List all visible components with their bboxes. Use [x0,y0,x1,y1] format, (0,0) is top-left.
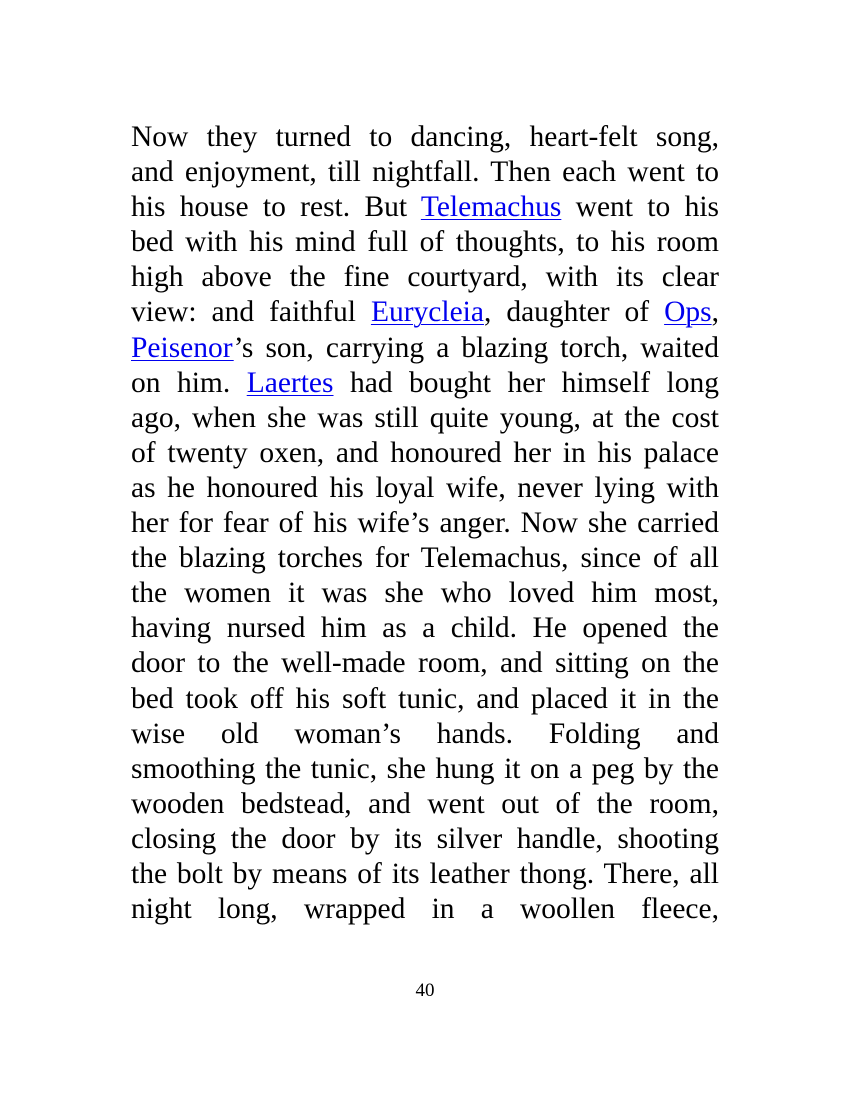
text-line [131,787,719,822]
text-line [131,331,719,366]
text-line [131,471,719,506]
text-line [131,401,719,436]
text-line [131,646,719,681]
text-segment: of twenty oxen, and honoured her in his palace [131,436,719,469]
text-segment: and enjoyment, till nightfall. Then each went to [131,156,719,189]
text-line [131,295,719,330]
text-line [131,155,719,190]
text-segment: as he honoured his loyal wife, never lying with [131,471,719,504]
text-segment: high above the fine courtyard, with its clear [131,261,719,294]
text-segment: her for fear of his wife’s anger. Now she carried [131,507,719,540]
text-segment: view: and faithful [131,296,371,329]
text-segment: door to the well-made room, and sitting on the [131,647,719,680]
text-segment: went to his [561,191,719,224]
text-segment: on him. [131,366,247,399]
text-line [131,611,719,646]
text-line [131,225,719,260]
text-line [131,717,719,752]
text-line [131,576,719,611]
text-line [131,120,719,155]
text-segment: his house to rest. But [131,191,421,224]
text-segment: bed took off his soft tunic, and placed it in the [131,682,719,715]
text-line [131,541,719,576]
text-segment: the bolt by means of its leather thong. There, all [131,857,719,890]
text-line [131,822,719,857]
text-segment: closing the door by its silver handle, shooting [131,822,719,855]
text-segment: , [711,296,720,329]
text-segment: ago, when she was still quite young, at the cost [131,401,719,434]
text-segment: bed with his mind full of thoughts, to his room [131,226,719,259]
link-ops[interactable]: Ops [664,296,712,329]
text-segment: the blazing torches for Telemachus, since of all [131,542,719,575]
link-peisenor[interactable]: Peisenor [131,331,234,364]
text-line [131,436,719,471]
text-segment: Now they turned to dancing, heart-felt song, [131,121,719,153]
link-eurycleia[interactable]: Eurycleia [370,296,484,329]
text-line [131,260,719,295]
text-segment: wise old woman’s hands. Folding and [131,717,719,750]
text-segment: having nursed him as a child. He opened the [131,612,719,645]
text-line [131,366,719,401]
text-segment: had bought her himself long [333,366,719,399]
text-line [131,506,719,541]
text-line [131,190,719,225]
text-segment: night long, wrapped in a woollen fleece, [131,893,719,926]
body-text [131,120,719,927]
text-line [131,857,719,892]
text-segment: wooden bedstead, and went out of the room, [131,787,719,820]
text-segment: the women it was she who loved him most, [131,577,719,610]
text-segment: , daughter of [483,296,665,329]
link-laertes[interactable]: Laertes [246,366,334,399]
link-telemachus[interactable]: Telemachus [420,191,562,224]
text-segment: ’s son, carrying a blazing torch, waited [233,331,719,364]
text-line [131,752,719,787]
text-line [131,892,719,927]
text-segment: smoothing the tunic, she hung it on a peg by the [131,752,719,785]
page-number: 40 [415,980,435,1001]
text-line [131,682,719,717]
